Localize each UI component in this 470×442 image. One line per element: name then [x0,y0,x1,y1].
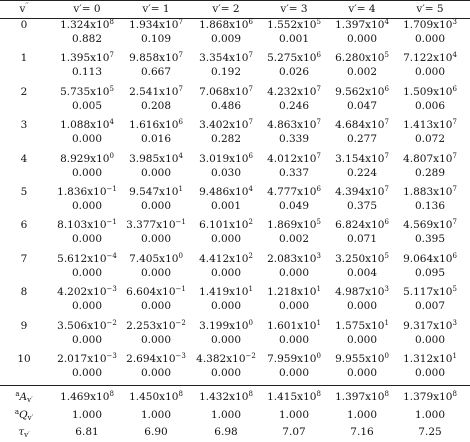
rate-value: $9.547x10^1$ [129,185,183,198]
footer-value: 1.000 [278,409,310,421]
rate-value: $1.324x10^8$ [60,18,114,31]
rate-value: $3.506x10^{-2}$ [57,318,117,332]
fraction-value: 0.000 [210,266,242,279]
rate-value: $5.117x10^5$ [403,285,457,299]
footer-label: $\tau_{v'}$ [18,426,30,439]
rate-value: $7.405x10^0$ [129,251,183,265]
footer-value: $1.450x10^8$ [129,390,183,403]
fraction-value: 0.000 [414,66,446,79]
rate-value: $7.068x10^7$ [199,84,253,98]
rate-value: $4.232x10^7$ [267,84,321,98]
rate-value: $3.019x10^6$ [199,151,253,165]
rate-value: $9.317x10^3$ [403,318,457,332]
fraction-value: 0.000 [140,200,172,212]
row-label: 2 [20,85,28,98]
fraction-value: 0.006 [414,99,446,112]
footer-value: 6.90 [144,426,168,438]
rate-value: $4.807x10^7$ [403,151,457,165]
rate-value: $1.413x10^7$ [403,118,457,132]
fraction-value: 0.000 [210,300,242,313]
fraction-value: 0.030 [210,166,242,179]
rate-value: $4.777x10^6$ [267,185,321,198]
rate-value: $2.253x10^{-2}$ [126,318,186,332]
fraction-value: 0.000 [71,166,103,179]
rate-value: $2.694x10^{-3}$ [126,352,186,365]
column-header: v′= 1 [142,3,170,15]
rate-value: $1.552x10^5$ [267,18,321,31]
fraction-value: 0.071 [346,233,378,246]
rate-value: $7.959x10^0$ [267,352,321,365]
footer-value: 1.000 [210,409,242,421]
fraction-value: 0.000 [278,300,310,313]
rate-value: $1.312x10^1$ [403,352,457,365]
rate-value: $9.955x10^0$ [335,352,389,365]
rate-value: $4.394x10^7$ [335,185,389,198]
fraction-value: 0.000 [71,300,103,313]
fraction-value: 0.000 [140,333,172,346]
fraction-value: 0.007 [414,300,446,313]
row-label: 5 [20,186,28,198]
footer-value: $1.432x10^8$ [199,390,253,403]
rate-value: $1.088x10^4$ [60,118,114,132]
rate-value: $4.569x10^7$ [403,218,457,232]
fraction-value: 0.026 [278,66,310,79]
fraction-value: 0.000 [71,233,103,246]
fraction-value: 0.049 [278,200,310,212]
rate-value: $3.402x10^7$ [199,118,253,132]
fraction-value: 0.000 [140,166,172,179]
fraction-value: 0.005 [71,99,103,112]
fraction-value: 0.001 [278,33,310,45]
rate-value: $2.083x10^3$ [267,251,321,265]
footer-value: 1.000 [71,409,103,421]
rate-value: $9.562x10^6$ [335,84,389,98]
fraction-value: 0.000 [140,367,172,379]
rate-value: $4.382x10^{-2}$ [196,352,256,365]
fraction-value: 0.016 [140,133,172,146]
rate-value: $7.122x10^4$ [403,51,457,65]
footer-value: $1.379x10^8$ [403,390,457,403]
rate-value: $8.929x10^0$ [60,151,114,165]
footer-value: 6.98 [214,426,238,438]
row-label: 8 [20,286,28,299]
fraction-value: 0.095 [414,266,446,279]
footer-value: 7.16 [350,426,374,438]
rate-value: $9.064x10^6$ [403,251,457,265]
footer-value: 7.25 [418,426,442,438]
rate-value: $3.154x10^7$ [335,151,389,165]
fraction-value: 0.000 [414,367,446,379]
rate-value: $1.616x10^6$ [129,118,183,132]
fraction-value: 0.192 [210,66,242,79]
fraction-value: 0.000 [346,33,378,45]
top-rule [0,0,470,1]
rate-value: $5.612x10^{-4}$ [57,251,117,265]
rate-value: $3.354x10^7$ [199,51,253,65]
fraction-value: 0.337 [278,166,310,179]
fraction-value: 0.224 [346,166,378,179]
fraction-value: 0.000 [346,300,378,313]
rate-value: $6.824x10^6$ [335,218,389,232]
rate-value: $1.836x10^{-1}$ [57,185,117,198]
column-header: v′= 3 [280,3,308,15]
rate-value: $1.397x10^4$ [335,18,389,31]
rate-value: $9.858x10^7$ [129,51,183,65]
fraction-value: 0.277 [346,133,378,146]
column-header: v′= 5 [416,3,444,15]
fraction-value: 0.000 [414,333,446,346]
footer-value: 1.000 [414,409,446,421]
fraction-value: 0.289 [414,166,446,179]
fraction-value: 0.000 [71,367,103,379]
rate-value: $1.868x10^6$ [199,18,253,31]
rate-value: $9.486x10^4$ [199,185,253,198]
fraction-value: 0.000 [71,133,103,146]
rate-value: $1.395x10^7$ [60,51,114,65]
fraction-value: 0.072 [414,133,446,146]
row-label: 3 [20,119,28,132]
fraction-value: 0.000 [346,367,378,379]
fraction-value: 0.001 [210,200,242,212]
rate-value: $8.103x10^{-1}$ [57,218,117,232]
fraction-value: 0.047 [346,99,378,112]
corner-header: v′′ [19,2,29,15]
column-header: v′= 4 [348,3,376,15]
fraction-value: 0.000 [414,33,446,45]
fraction-value: 0.667 [140,66,172,79]
fraction-value: 0.000 [140,233,172,246]
rate-value: $5.275x10^6$ [267,51,321,65]
row-label: 6 [20,219,28,232]
fraction-value: 0.000 [71,266,103,279]
column-header: v′= 0 [73,3,101,15]
rate-value: $4.863x10^7$ [267,118,321,132]
fraction-value: 0.136 [414,200,446,212]
footer-value: 6.81 [75,426,99,438]
rate-value: $1.934x10^7$ [129,18,183,31]
fraction-value: 0.000 [210,367,242,379]
fraction-value: 0.000 [278,333,310,346]
fraction-value: 0.000 [210,333,242,346]
row-label: 9 [20,319,28,332]
rate-value: $3.250x10^5$ [335,251,389,265]
fraction-value: 0.002 [278,233,310,246]
fraction-value: 0.282 [210,133,242,146]
fraction-value: 0.000 [140,300,172,313]
row-label: 4 [20,152,28,165]
fraction-value: 0.109 [140,33,172,45]
footer-label: $^aA_{v'}$ [15,390,33,404]
row-label: 10 [17,353,31,365]
column-header: v′= 2 [212,3,240,15]
fraction-value: 0.002 [346,66,378,79]
fraction-value: 0.000 [346,333,378,346]
fraction-value: 0.000 [278,266,310,279]
rate-value: $4.987x10^3$ [335,285,389,299]
fraction-value: 0.009 [210,33,242,45]
fraction-value: 0.486 [210,99,242,112]
rate-value: $4.012x10^7$ [267,151,321,165]
footer-value: $1.397x10^8$ [335,390,389,403]
fraction-value: 0.000 [140,266,172,279]
rate-value: $4.202x10^{-3}$ [57,285,117,299]
rate-value: $6.101x10^2$ [199,218,253,232]
fraction-value: 0.395 [414,233,446,246]
row-label: 0 [20,19,28,31]
fraction-value: 0.375 [346,200,378,212]
footer-label: $^aQ_{v'}$ [14,408,34,422]
rate-value: $6.604x10^{-1}$ [126,285,186,299]
rate-value: $3.377x10^{-1}$ [126,218,186,232]
fraction-value: 0.004 [346,266,378,279]
footer-value: $1.415x10^8$ [267,390,321,403]
row-label: 1 [20,52,28,65]
rate-value: $1.575x10^1$ [335,318,389,332]
rate-value: $1.601x10^1$ [267,318,321,332]
rate-value: $2.017x10^{-3}$ [57,352,117,365]
rate-value: $3.985x10^4$ [129,151,183,165]
footer-value: $1.469x10^8$ [60,390,114,403]
rate-value: $3.199x10^0$ [199,318,253,332]
fraction-value: 0.000 [71,333,103,346]
rate-value: $1.509x10^6$ [403,84,457,98]
rate-value: $6.280x10^5$ [335,51,389,65]
rate-value: $1.419x10^1$ [199,285,253,299]
footer-value: 1.000 [346,409,378,421]
fraction-value: 0.208 [140,99,172,112]
rate-value: $1.218x10^1$ [267,285,321,299]
rate-value: $2.541x10^7$ [129,84,183,98]
fraction-value: 0.113 [71,66,103,79]
fraction-value: 0.339 [278,133,310,146]
rate-value: $4.684x10^7$ [335,118,389,132]
rate-value: $1.709x10^3$ [403,18,457,31]
fraction-value: 0.882 [71,33,103,45]
rate-value: $1.883x10^7$ [403,185,457,198]
footer-value: 1.000 [140,409,172,421]
rate-value: $4.412x10^2$ [199,251,253,265]
rate-value: $5.735x10^5$ [60,84,114,98]
fraction-value: 0.000 [278,367,310,379]
rate-value: $1.869x10^5$ [267,218,321,232]
fraction-value: 0.246 [278,99,310,112]
row-label: 7 [20,252,28,265]
footer-value: 7.07 [282,426,306,438]
fraction-value: 0.000 [210,233,242,246]
bottom-rule [0,385,470,386]
fraction-value: 0.000 [71,200,103,212]
